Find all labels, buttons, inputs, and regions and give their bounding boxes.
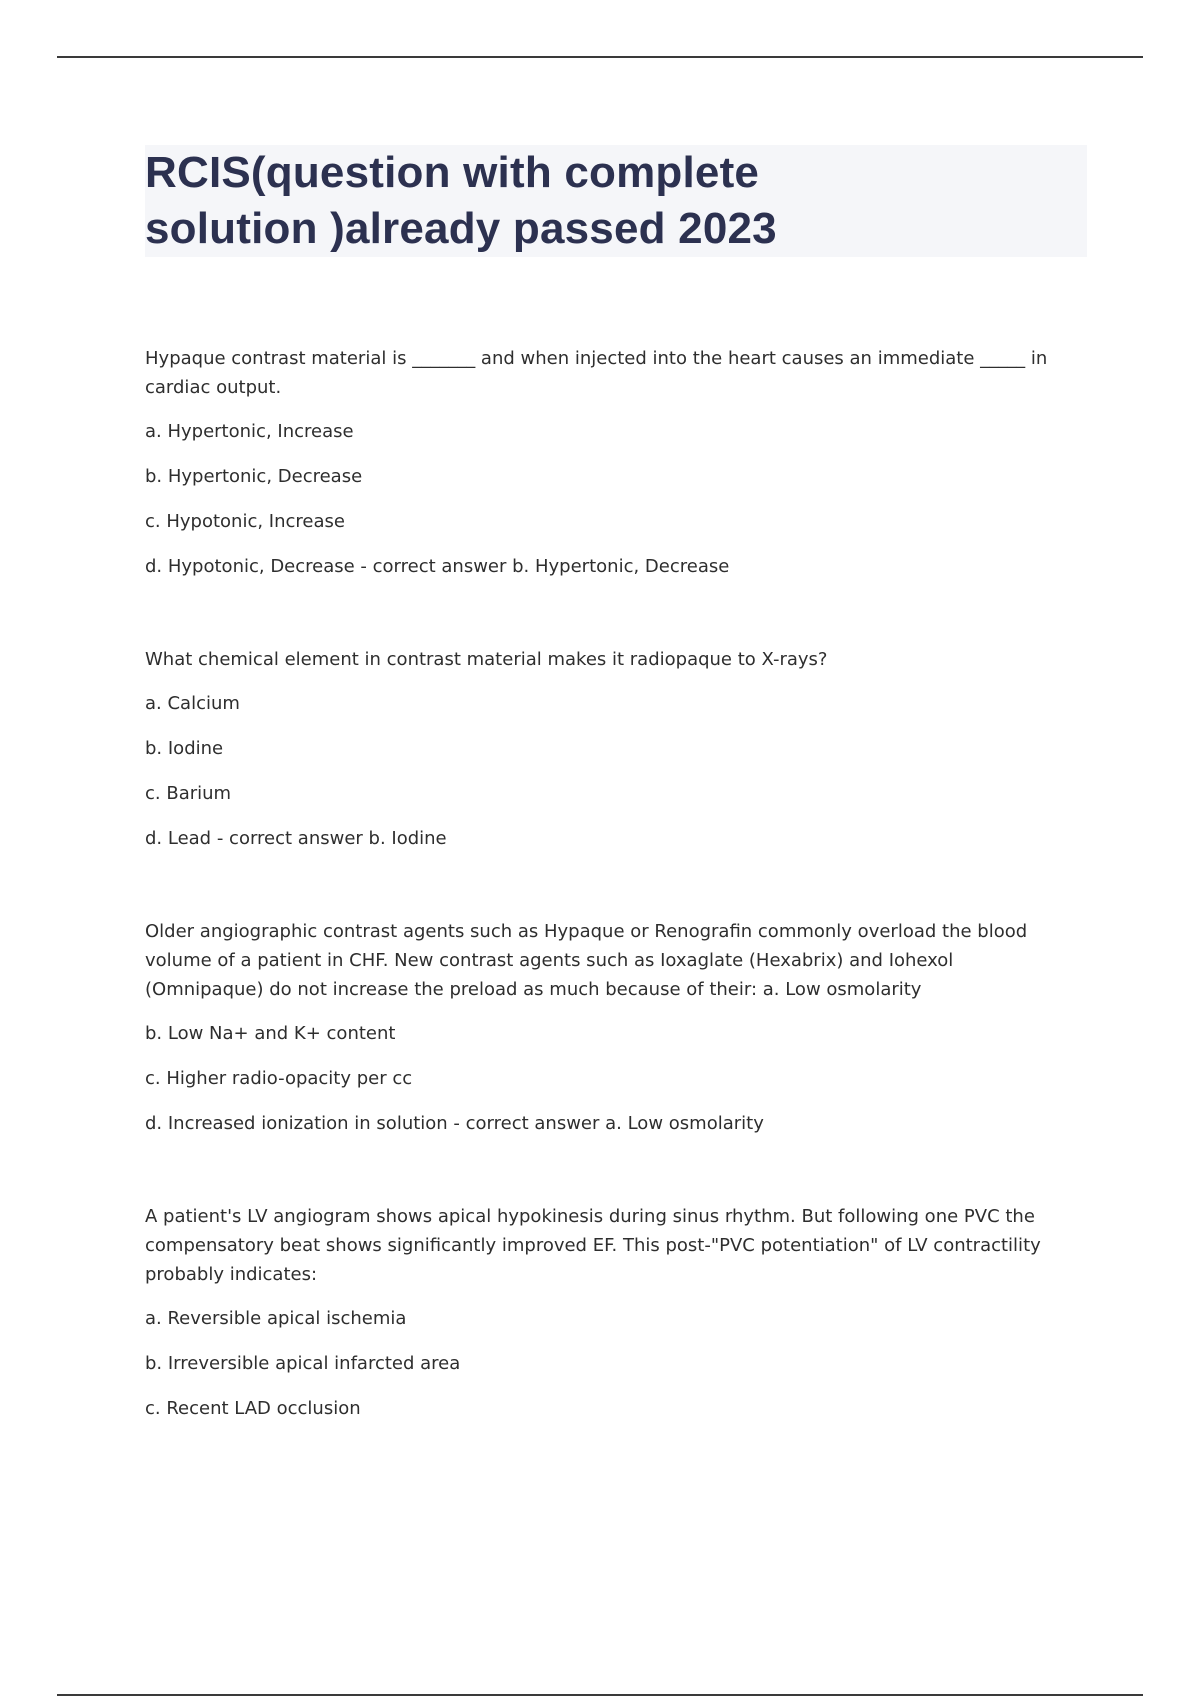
question-text: A patient's LV angiogram shows apical hypokinesis during sinus rhythm. But following one PVC the compensatory beat shows significantly improved EF. This post-"PVC potentiation" of LV contractility probably indicates: xyxy=(145,1206,1041,1285)
document-title-line-1: RCIS(question with complete xyxy=(145,148,760,197)
question-text: What chemical element in contrast material makes it radiopaque to X-rays? xyxy=(145,649,828,670)
bottom-rule xyxy=(57,1694,1143,1696)
answer-option: c. Hypotonic, Increase xyxy=(145,511,345,532)
question-2 xyxy=(145,645,1065,853)
question-4 xyxy=(145,1202,1065,1423)
answer-option: b. Hypertonic, Decrease xyxy=(145,466,363,487)
document-title-line-2: solution )already passed 2023 xyxy=(145,204,777,253)
top-rule xyxy=(57,56,1143,58)
answer-option: d. Increased ionization in solution - correct answer a. Low osmolarity xyxy=(145,1113,764,1134)
document-title xyxy=(145,145,1087,257)
question-list xyxy=(145,344,1065,1423)
answer-option: c. Recent LAD occlusion xyxy=(145,1398,361,1419)
answer-option: d. Lead - correct answer b. Iodine xyxy=(145,828,447,849)
title-block xyxy=(145,145,1087,257)
answer-option: b. Irreversible apical infarcted area xyxy=(145,1353,461,1374)
answer-option: b. Low Na+ and K+ content xyxy=(145,1023,396,1044)
question-text: Older angiographic contrast agents such as Hypaque or Renografin commonly overload the blood volume of a patient in CHF. New contrast agents such as Ioxaglate (Hexabrix) and Iohexol (Omnipaque) do not increase the preload as much because of their: a. Low osmolarity xyxy=(145,921,1028,1000)
answer-option: a. Hypertonic, Increase xyxy=(145,421,354,442)
answer-option: d. Hypotonic, Decrease - correct answer b. Hypertonic, Decrease xyxy=(145,556,730,577)
question-3 xyxy=(145,917,1065,1138)
answer-option: a. Calcium xyxy=(145,693,240,714)
answer-option: a. Reversible apical ischemia xyxy=(145,1308,407,1329)
answer-option: b. Iodine xyxy=(145,738,224,759)
question-1 xyxy=(145,344,1065,581)
answer-option: c. Higher radio-opacity per cc xyxy=(145,1068,413,1089)
question-text: Hypaque contrast material is _______ and when injected into the heart causes an immediate _____ in cardiac output. xyxy=(145,348,1048,398)
answer-option: c. Barium xyxy=(145,783,232,804)
